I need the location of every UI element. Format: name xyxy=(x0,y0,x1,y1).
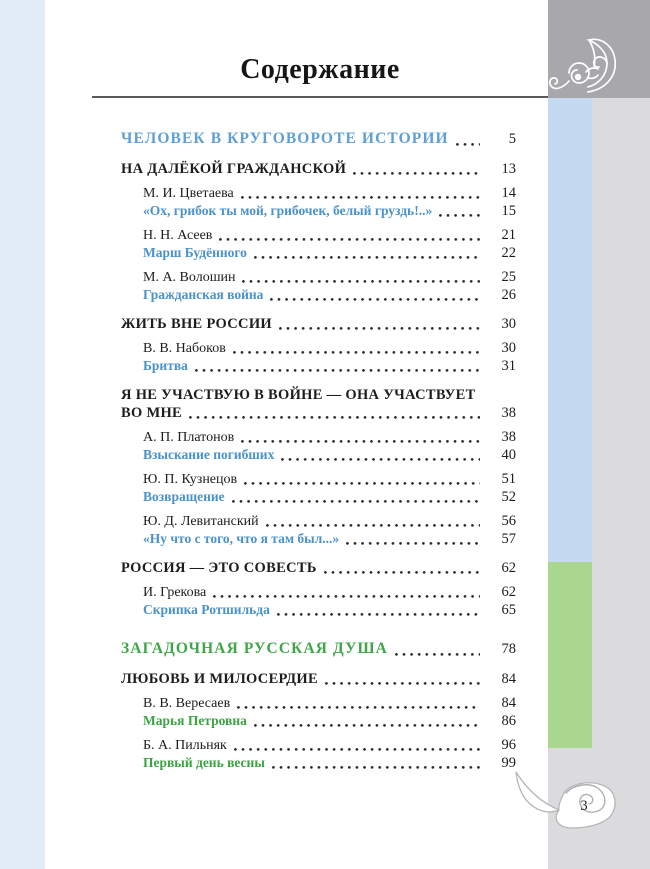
toc-entry xyxy=(121,639,516,659)
dot-leader xyxy=(277,613,480,616)
toc-entry-label: Гражданская война xyxy=(143,287,264,302)
toc-entry xyxy=(121,244,516,262)
toc-entry-page: 15 xyxy=(501,203,516,219)
toc-entry-page: 26 xyxy=(501,287,516,303)
toc-entry-page: 84 xyxy=(501,695,516,711)
toc-entry-label: И. Грекова xyxy=(143,585,207,600)
toc-entry-page: 5 xyxy=(508,131,516,147)
toc-entry xyxy=(121,129,516,149)
toc-entry-label: Марш Будённого xyxy=(143,245,247,260)
toc-entry-label: Скрипка Ротшильда xyxy=(143,602,270,617)
toc-entry-page: 38 xyxy=(501,429,516,445)
toc-entry-page: 31 xyxy=(501,358,516,374)
toc-entry-label: Взыскание погибших xyxy=(143,447,275,462)
toc-entry-label: Н. Н. Асеев xyxy=(143,228,213,243)
dot-leader xyxy=(270,298,480,301)
toc-entry-page: 86 xyxy=(501,713,516,729)
toc-entry xyxy=(121,386,516,404)
toc-entry xyxy=(121,160,516,178)
toc-entry-label: ЗАГАДОЧНАЯ РУССКАЯ ДУША xyxy=(121,640,388,657)
toc-entry xyxy=(121,670,516,688)
toc-entry-label: В. В. Набоков xyxy=(143,341,226,356)
toc-entry-page: 84 xyxy=(501,671,516,687)
dot-leader xyxy=(279,327,480,330)
toc-entry-page: 52 xyxy=(501,489,516,505)
toc-entry xyxy=(121,404,516,422)
toc-entry-label: ЧЕЛОВЕК В КРУГОВОРОТЕ ИСТОРИИ xyxy=(121,130,449,147)
page-title: Содержание xyxy=(240,54,400,85)
toc-entry-label: «Ну что с того, что я там был...» xyxy=(143,531,340,546)
left-margin-strip xyxy=(0,0,45,869)
dot-leader xyxy=(353,172,480,175)
dot-leader xyxy=(234,748,480,751)
toc-list xyxy=(121,97,516,772)
scroll-ornament-icon xyxy=(514,770,620,830)
toc-entry-label: А. П. Платонов xyxy=(143,430,235,445)
toc-entry xyxy=(121,286,516,304)
toc-entry-label: Ю. П. Кузнецов xyxy=(143,472,238,487)
dot-leader xyxy=(254,724,480,727)
toc-entry-label: ЛЮБОВЬ И МИЛОСЕРДИЕ xyxy=(121,671,318,687)
toc-entry xyxy=(121,601,516,619)
toc-entry xyxy=(121,695,516,712)
toc-entry-page: 25 xyxy=(501,269,516,285)
toc-entry-page: 51 xyxy=(501,471,516,487)
toc-entry-page: 30 xyxy=(501,316,516,332)
toc-entry-page: 62 xyxy=(501,560,516,576)
toc-entry xyxy=(121,315,516,333)
toc-entry-label: Я НЕ УЧАСТВУЮ В ВОЙНЕ — ОНА УЧАСТВУЕТ xyxy=(121,387,476,403)
toc-entry-page: 13 xyxy=(501,161,516,177)
toc-entry-label: Первый день весны xyxy=(143,755,265,770)
toc-entry-page: 40 xyxy=(501,447,516,463)
dot-leader xyxy=(272,766,480,769)
toc-entry xyxy=(121,712,516,730)
page-number: 3 xyxy=(580,798,588,814)
toc-entry xyxy=(121,202,516,220)
toc-entry xyxy=(121,530,516,548)
toc-entry-label: ЖИТЬ ВНЕ РОССИИ xyxy=(121,316,272,332)
dot-leader xyxy=(456,143,480,146)
toc-entry-label: М. А. Волошин xyxy=(143,270,236,285)
toc-entry-page: 38 xyxy=(501,405,516,421)
toc-entry-page: 22 xyxy=(501,245,516,261)
toc-entry-page: 65 xyxy=(501,602,516,618)
dot-leader xyxy=(195,369,480,372)
dot-leader xyxy=(395,653,480,656)
toc-entry-label: ВО МНЕ xyxy=(121,405,183,421)
toc-entry-label: НА ДАЛЁКОЙ ГРАЖДАНСКОЙ xyxy=(121,161,347,177)
toc-entry-page: 99 xyxy=(501,755,516,771)
toc-entry-label: Б. А. Пильняк xyxy=(143,738,227,753)
dot-leader xyxy=(439,214,480,217)
toc-entry xyxy=(121,513,516,530)
toc-entry-label: РОССИЯ — ЭТО СОВЕСТЬ xyxy=(121,560,317,576)
toc-entry-page: 62 xyxy=(501,584,516,600)
toc-entry xyxy=(121,185,516,202)
dot-leader xyxy=(324,571,480,574)
dot-leader xyxy=(241,196,480,199)
toc-entry xyxy=(121,584,516,601)
toc-entry-page: 30 xyxy=(501,340,516,356)
toc-entry xyxy=(121,737,516,754)
right-green-band xyxy=(548,562,592,748)
dot-leader xyxy=(213,595,480,598)
toc-entry xyxy=(121,559,516,577)
dot-leader xyxy=(244,482,480,485)
toc-entry-label: Возвращение xyxy=(143,489,225,504)
dot-leader xyxy=(241,440,480,443)
toc-entry xyxy=(121,340,516,357)
toc-entry-page: 78 xyxy=(501,641,516,657)
dot-leader xyxy=(189,416,480,419)
toc-entry-label: В. В. Вересаев xyxy=(143,696,231,711)
toc-entry-page: 56 xyxy=(501,513,516,529)
dot-leader xyxy=(237,706,480,709)
right-gray-band xyxy=(592,98,650,869)
dot-leader xyxy=(254,256,480,259)
right-blue-band xyxy=(548,98,592,562)
toc-entry xyxy=(121,269,516,286)
toc-entry-page: 21 xyxy=(501,227,516,243)
toc-entry xyxy=(121,357,516,375)
dot-leader xyxy=(266,524,480,527)
toc-entry-label: Бритва xyxy=(143,358,188,373)
dot-leader xyxy=(242,280,480,283)
dot-leader xyxy=(219,238,480,241)
toc-entry-label: Марья Петровна xyxy=(143,713,247,728)
toc-entry-label: М. И. Цветаева xyxy=(143,186,234,201)
toc-entry xyxy=(121,429,516,446)
toc-entry-page: 57 xyxy=(501,531,516,547)
swirl-ornament-icon xyxy=(548,32,620,96)
toc-entry-page: 14 xyxy=(501,185,516,201)
dot-leader xyxy=(281,458,480,461)
toc-entry xyxy=(121,471,516,488)
toc-entry xyxy=(121,227,516,244)
top-corner-block xyxy=(548,0,650,98)
dot-leader xyxy=(232,500,480,503)
footer-scroll-ornament xyxy=(514,770,620,830)
dot-leader xyxy=(325,682,480,685)
toc-entry xyxy=(121,446,516,464)
dot-leader xyxy=(233,351,480,354)
toc-entry-label: Ю. Д. Левитанский xyxy=(143,514,259,529)
toc-entry xyxy=(121,488,516,506)
dot-leader xyxy=(346,542,480,545)
toc-entry xyxy=(121,754,516,772)
toc-entry-label: «Ох, грибок ты мой, грибочек, белый груздь!..» xyxy=(143,203,433,218)
toc-entry-page: 96 xyxy=(501,737,516,753)
